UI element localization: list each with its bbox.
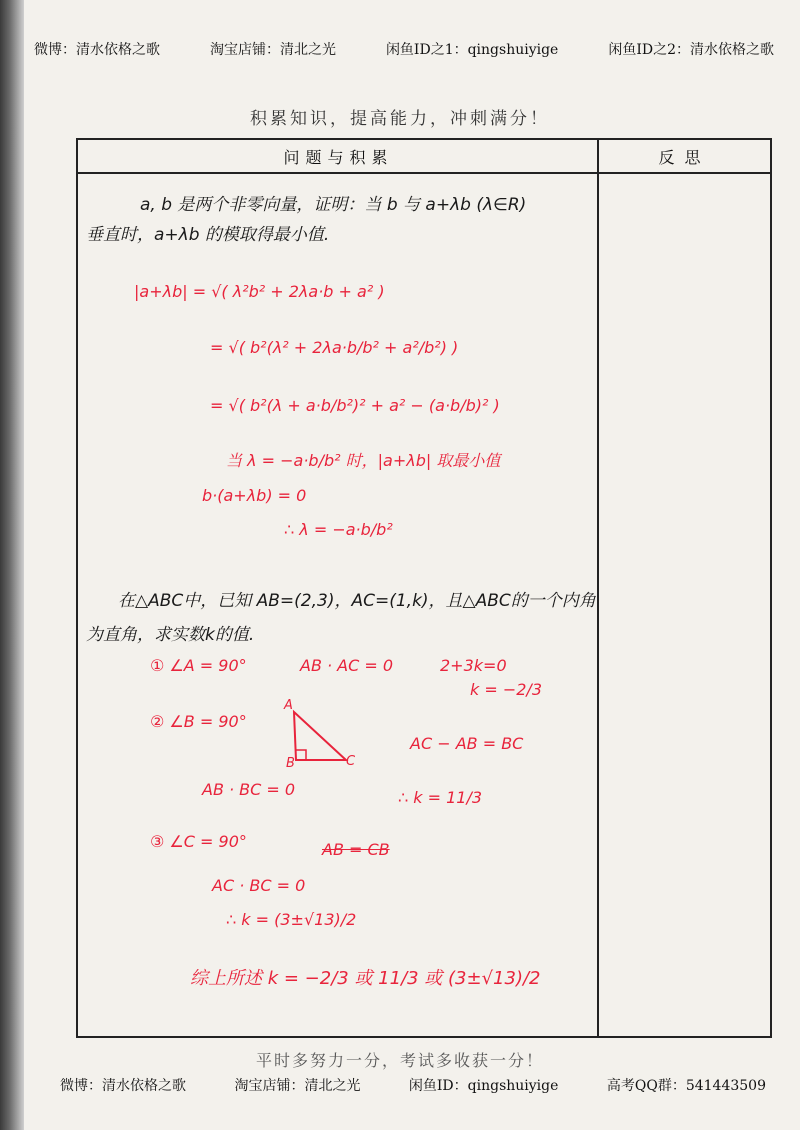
triangle-vertex-b: B: [286, 756, 295, 771]
case3-result: ∴ k = (3±√13)/2: [226, 910, 357, 929]
footer-weibo: 微博：清水依格之歌: [60, 1078, 186, 1094]
table-header: [78, 140, 770, 174]
problem1-work-step6: ∴ λ = −a·b/b²: [284, 520, 393, 539]
case3-crossed-out: AB = CB: [322, 840, 390, 859]
triangle-vertex-c: C: [346, 754, 356, 769]
worksheet-table: [76, 138, 772, 1038]
problem2-statement-line2: 为直角，求实数k的值.: [86, 625, 255, 645]
case2-vector-relation: AC − AB = BC: [410, 734, 524, 753]
header-taobao: 淘宝店铺：清北之光: [209, 42, 336, 58]
footer-taobao: 淘宝店铺：清北之光: [234, 1078, 361, 1094]
column-header-reflection: 反思: [658, 147, 711, 167]
header-xianyu-1: 闲鱼ID之1：qingshuiyige: [385, 42, 559, 58]
problem1-statement-line1: a, b 是两个非零向量，证明：当 b 与 a+λb (λ∈R): [140, 195, 527, 215]
triangle-vertex-a: A: [284, 698, 293, 713]
case2-equation: AB · BC = 0: [202, 780, 296, 799]
column-header-problems: 问题与积累: [283, 147, 394, 167]
bleed-through-text: [158, 258, 163, 276]
case2-label: ② ∠B = 90°: [150, 712, 247, 731]
case1-result: k = −2/3: [470, 680, 542, 699]
header-bar: [34, 36, 774, 62]
column-divider: [597, 140, 599, 1036]
problem1-work-step2: = √( b²(λ² + 2λa·b/b² + a²/b²) ): [210, 338, 459, 357]
problem1-statement-line2: 垂直时，a+λb 的模取得最小值.: [86, 225, 330, 245]
problem2-summary: 综上所述 k = −2/3 或 11/3 或 (3±√13)/2: [190, 968, 541, 989]
header-xianyu-2: 闲鱼ID之2：清水依格之歌: [608, 42, 774, 58]
case3-equation: AC · BC = 0: [212, 876, 306, 895]
footer-bar: [60, 1072, 766, 1098]
book-binding: [0, 0, 24, 1130]
case1-equation: AB · AC = 0: [300, 656, 394, 675]
footer-xianyu: 闲鱼ID：qingshuiyige: [408, 1078, 559, 1094]
case1-expand: 2+3k=0: [440, 656, 507, 675]
footer-qq: 高考QQ群：541443509: [606, 1078, 766, 1094]
header-weibo: 微博：清水依格之歌: [34, 42, 160, 58]
case1-label: ① ∠A = 90°: [150, 656, 247, 675]
problem1-work-step4: 当 λ = −a·b/b² 时，|a+λb| 取最小值: [226, 451, 501, 470]
problem1-work-step1: |a+λb| = √( λ²b² + 2λa·b + a² ): [134, 282, 385, 301]
page-motto: 积累知识，提高能力，冲刺满分！: [250, 109, 550, 129]
problem2-statement-line1: 在△ABC中，已知 AB=(2,3)，AC=(1,k)，且△ABC的一个内角: [118, 591, 596, 611]
case3-label: ③ ∠C = 90°: [150, 832, 247, 851]
footer-motto: 平时多努力一分，考试多收获一分！: [255, 1051, 544, 1070]
problem1-work-step5: b·(a+λb) = 0: [202, 486, 307, 505]
case2-result: ∴ k = 11/3: [398, 788, 483, 807]
problem1-work-step3: = √( b²(λ + a·b/b²)² + a² − (a·b/b)² ): [210, 396, 500, 415]
